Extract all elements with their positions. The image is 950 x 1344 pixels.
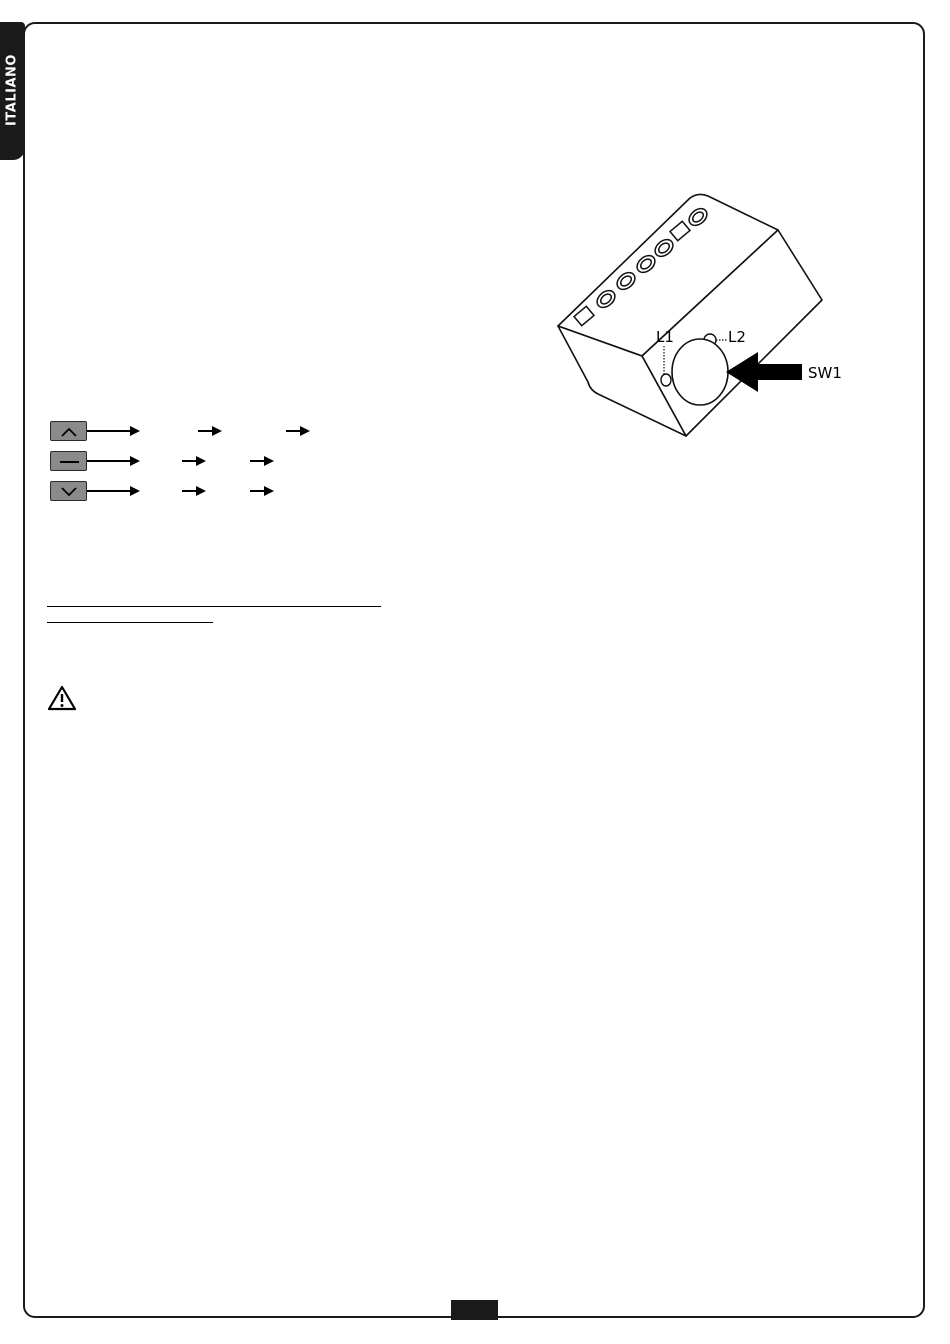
warning-icon (47, 684, 77, 712)
underline-rule-2 (47, 622, 213, 623)
key-row-down (50, 481, 330, 503)
device-illustration (540, 180, 860, 470)
underline-rule-1 (47, 606, 381, 607)
led-l1 (661, 374, 671, 386)
key-row-up (50, 421, 330, 443)
label-l1: L1 (656, 328, 674, 346)
page-number-tab (451, 1300, 498, 1320)
key-row-stop (50, 451, 330, 473)
down-key-arrows (50, 481, 330, 503)
language-label: ITALIANO (4, 54, 20, 126)
up-key-arrows (50, 421, 330, 443)
label-sw1: SW1 (808, 364, 842, 382)
label-l2: L2 (728, 328, 746, 346)
stop-key-arrows (50, 451, 330, 473)
receiver-device-drawing (540, 180, 860, 470)
button-sw1 (672, 339, 728, 405)
